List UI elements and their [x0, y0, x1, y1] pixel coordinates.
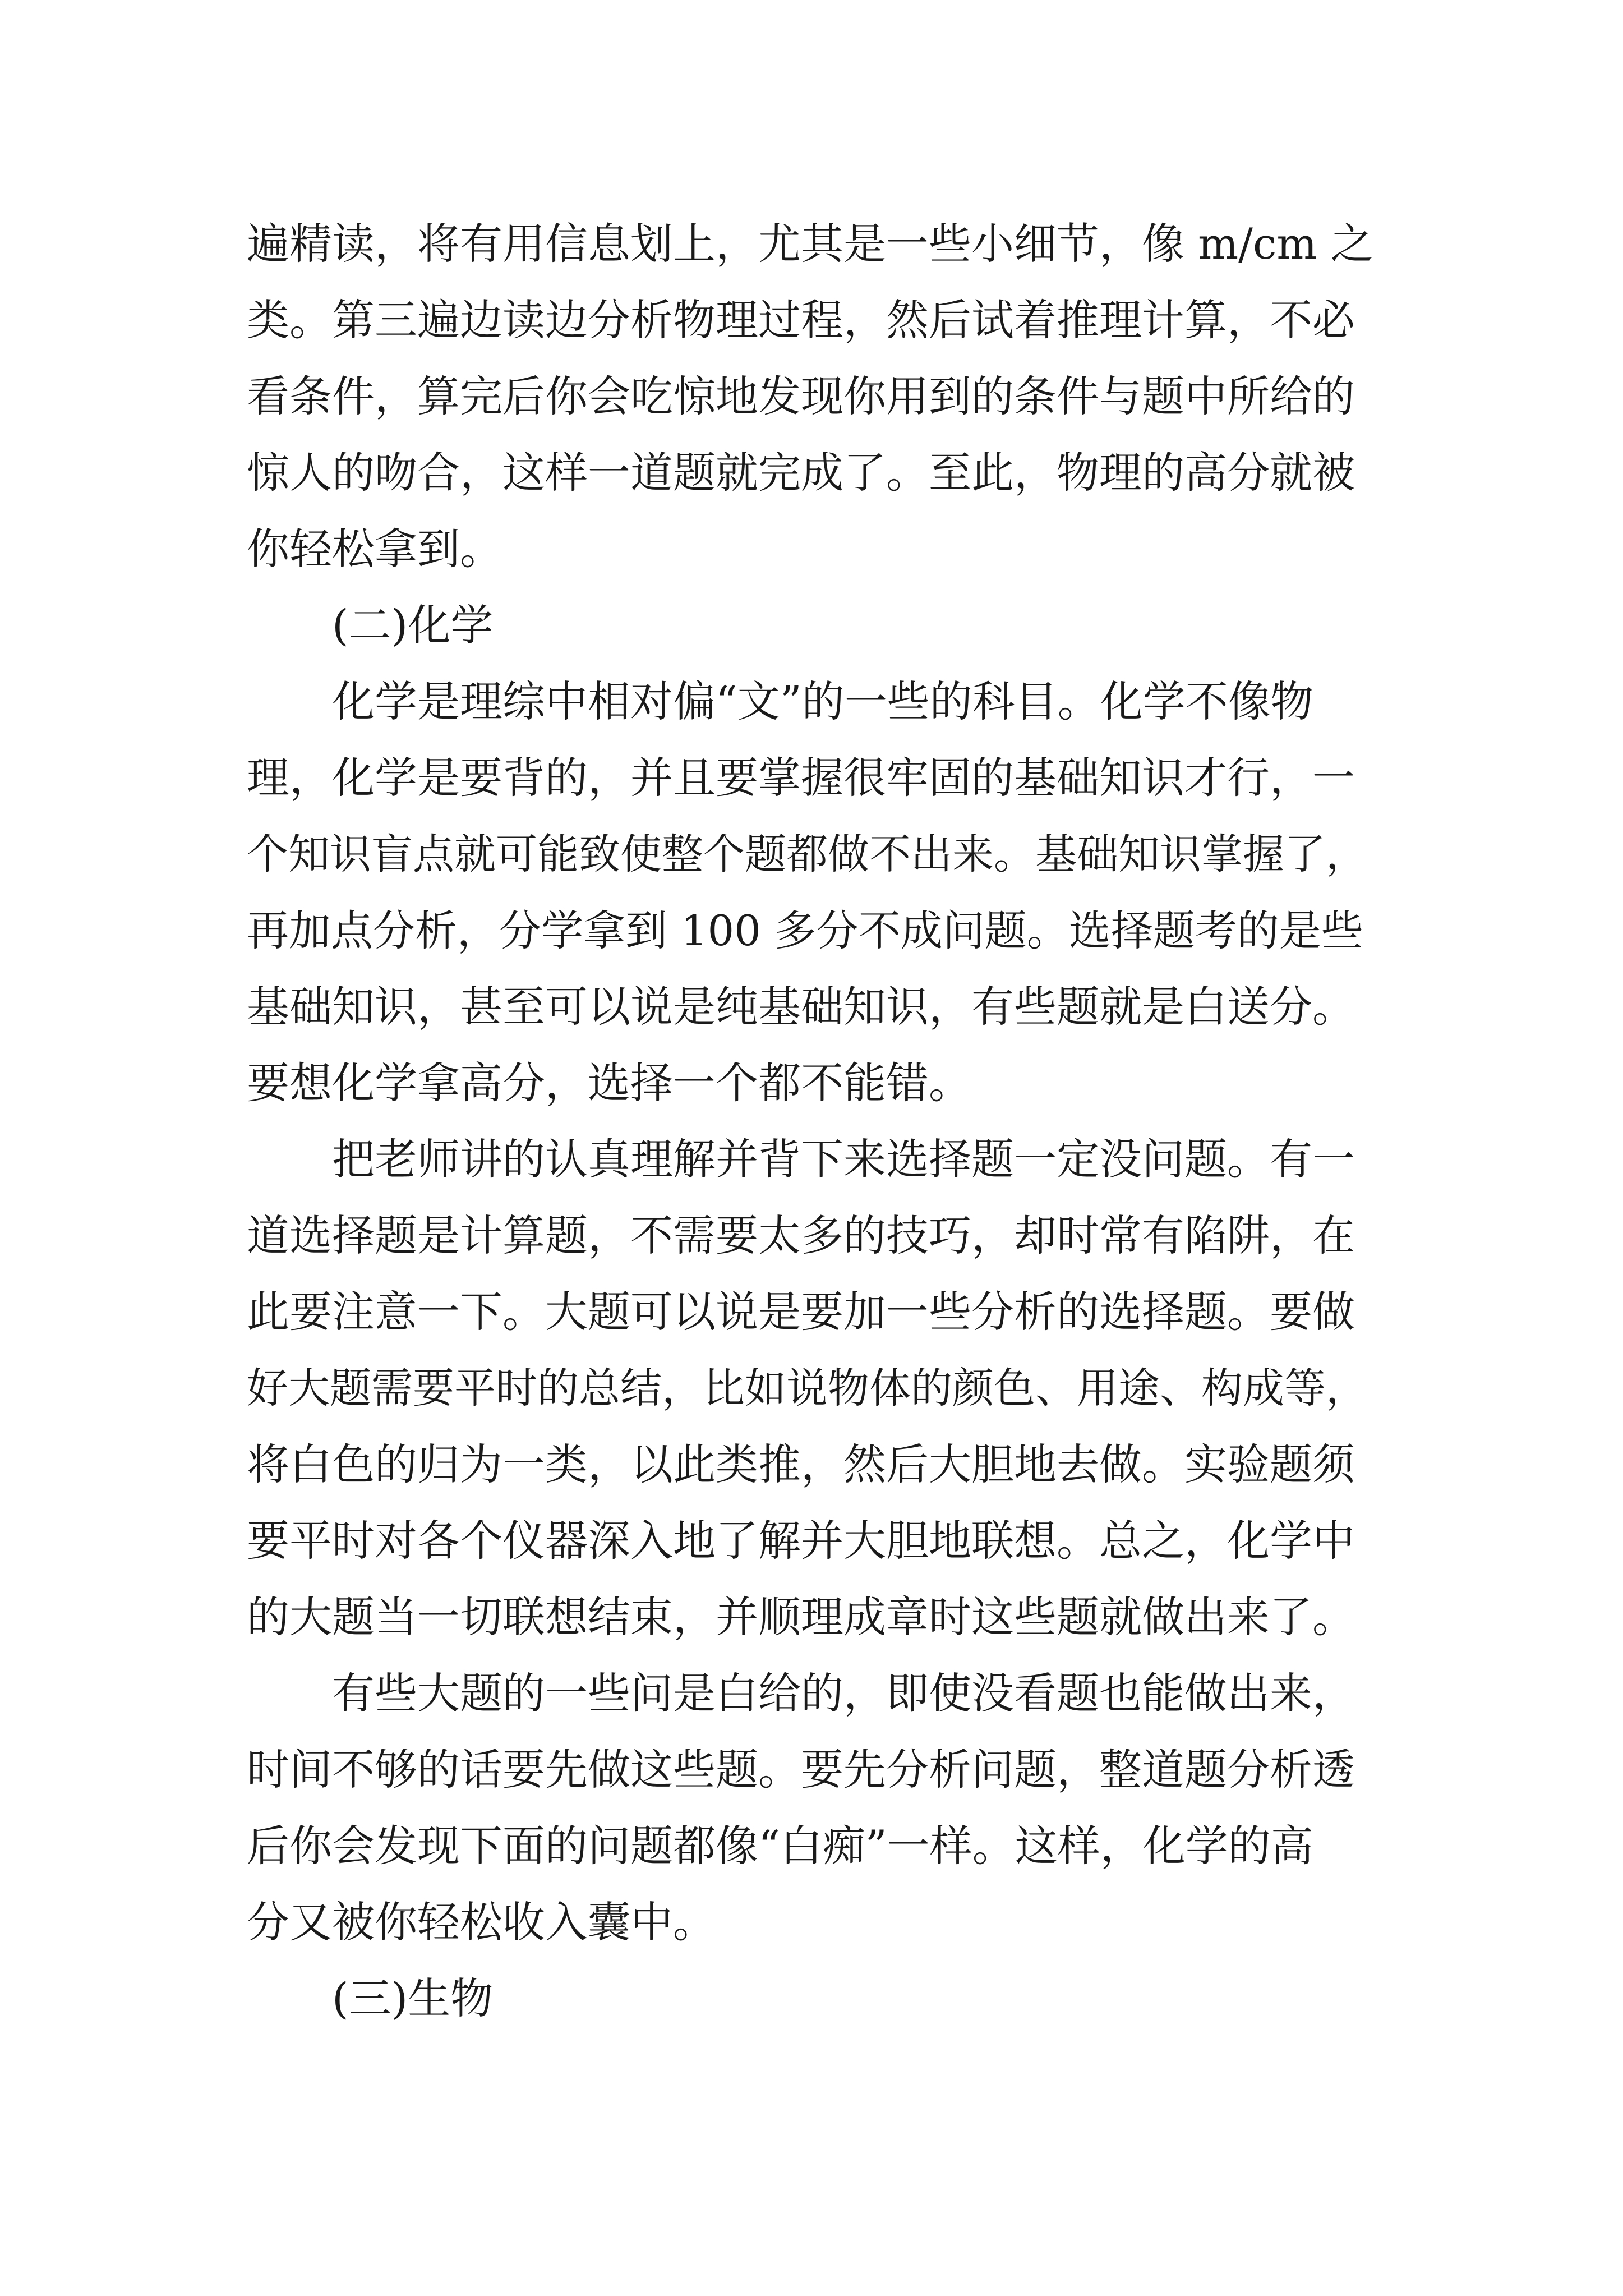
text-line: 理，化学是要背的，并且要掌握很牢固的基础知识才行，一 [247, 753, 1355, 803]
text-line: 把老师讲的认真理解并背下来选择题一定没问题。有一 [332, 1134, 1355, 1184]
text-line: 个知识盲点就可能致使整个题都做不出来。基础知识掌握了， [247, 830, 1367, 878]
text-line: 将白色的归为一类，以此类推，然后大胆地去做。实验题须 [247, 1439, 1355, 1489]
section-heading-chemistry: (二)化学 [332, 600, 494, 650]
text-line: 惊人的吻合，这样一道题就完成了。至此，物理的高分就被 [247, 448, 1355, 498]
text-line: 好大题需要平时的总结，比如说物体的颜色、用途、构成等， [247, 1364, 1367, 1412]
text-line: 此要注意一下。大题可以说是要加一些分析的选择题。要做 [247, 1287, 1355, 1337]
text-line: 分又被你轻松收入囊中。 [247, 1897, 716, 1947]
text-line: 化学是理综中相对偏“文”的一些的科目。化学不像物 [332, 677, 1313, 726]
text-line: 看条件，算完后你会吃惊地发现你用到的条件与题中所给的 [247, 371, 1355, 421]
section-heading-biology: (三)生物 [332, 1973, 494, 2023]
text-line: 遍精读，将有用信息划上，尤其是一些小细节，像 m/cm 之 [247, 219, 1373, 269]
text-line: 有些大题的一些问是白给的，即使没看题也能做出来， [332, 1668, 1355, 1718]
text-line: 的大题当一切联想结束，并顺理成章时这些题就做出来了。 [247, 1592, 1355, 1642]
text-line: 你轻松拿到。 [247, 524, 502, 574]
text-line: 道选择题是计算题，不需要太多的技巧，却时常有陷阱，在 [247, 1211, 1355, 1260]
text-line: 要平时对各个仪器深入地了解并大胆地联想。总之，化学中 [247, 1516, 1355, 1566]
text-line: 后你会发现下面的问题都像“白痴”一样。这样，化学的高 [247, 1821, 1313, 1871]
text-line: 基础知识，甚至可以说是纯基础知识，有些题就是白送分。 [247, 982, 1355, 1032]
text-line: 再加点分析，分学拿到 100 多分不成问题。选择题考的是些 [247, 906, 1363, 955]
text-line: 类。第三遍边读边分析物理过程，然后试着推理计算，不必 [247, 295, 1355, 345]
text-line: 要想化学拿高分，选择一个都不能错。 [247, 1058, 971, 1108]
text-line: 时间不够的话要先做这些题。要先分析问题，整道题分析透 [247, 1745, 1355, 1795]
